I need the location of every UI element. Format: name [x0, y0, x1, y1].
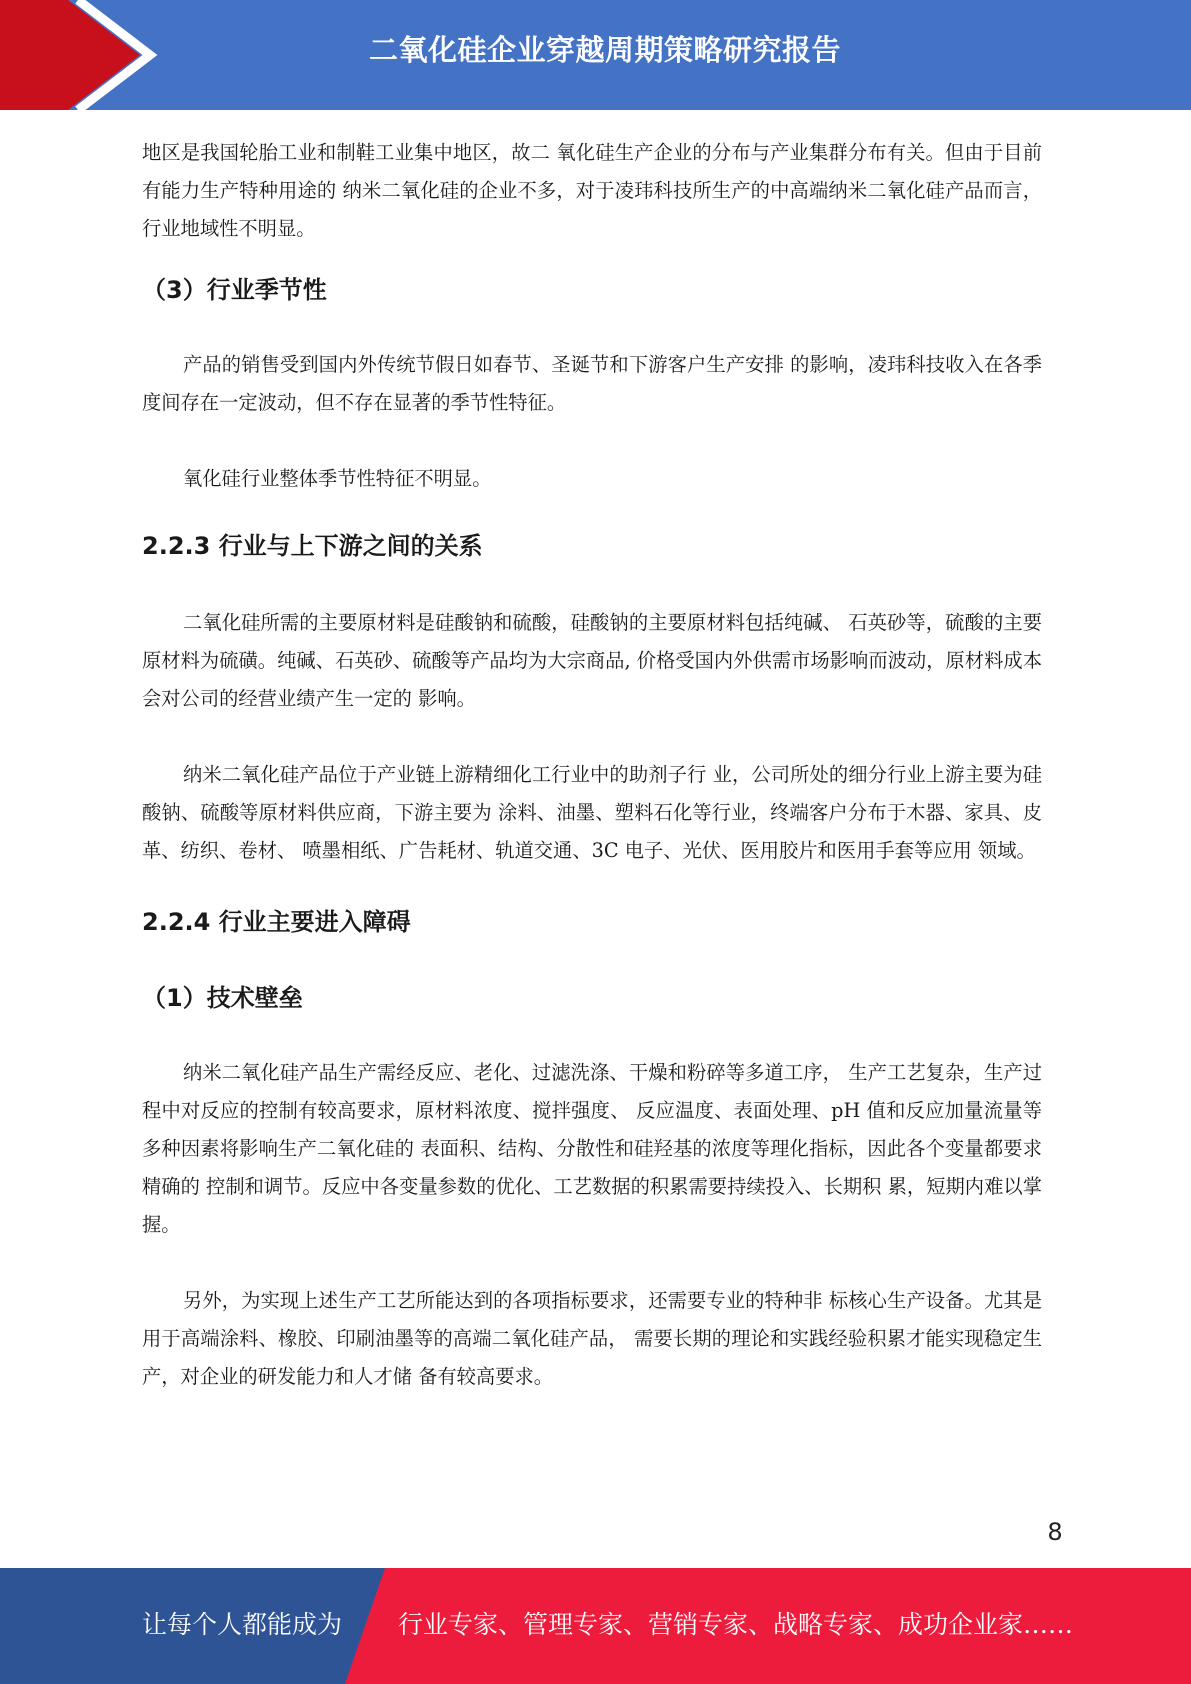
heading-2-2-4: 2.2.4 行业主要进入障碍	[142, 908, 411, 936]
footer-slogan-left: 让每个人都能成为	[142, 1610, 343, 1639]
paragraph-tech-barrier: 纳米二氧化硅产品生产需经反应、老化、过滤洗涤、干燥和粉碎等多道工序， 生产工艺复杂，生产过程中对反应的控制有较高要求，原材料浓度、搅拌强度、 反应温度、表面处理、pH 值和反应加量流量等多种因素将影响生产二氧化硅的 表面积、结构、分散性和硅羟基的浓度等理化指标，因此各个变量都要求精确的 控制和调节。反应中各变量参数的优化、工艺数据的积累需要持续投入、长期积 累，短期内难以掌握。	[142, 1061, 1042, 1236]
heading-tech-barrier: （1）技术壁垒	[142, 984, 303, 1012]
paragraph-regional-distribution: 地区是我国轮胎工业和制鞋工业集中地区，故二 氧化硅生产企业的分布与产业集群分布有关。但由于目前有能力生产特种用途的 纳米二氧化硅的企业不多，对于凌玮科技所生产的中高端纳米二氧化硅产品而言， 行业地域性不明显。	[142, 141, 1042, 240]
paragraph-sales-seasonality: 产品的销售受到国内外传统节假日如春节、圣诞节和下游客户生产安排 的影响，凌玮科技收入在各季度间存在一定波动，但不存在显著的季节性特征。	[142, 353, 1042, 414]
report-title: 二氧化硅企业穿越周期策略研究报告	[368, 33, 841, 67]
paragraph-industry-chain: 纳米二氧化硅产品位于产业链上游精细化工行业中的助剂子行 业，公司所处的细分行业上游主要为硅酸钠、硫酸等原材料供应商，下游主要为 涂料、油墨、塑料石化等行业，终端客户分布于木器、家具、皮革、纺织、卷材、 喷墨相纸、广告耗材、轨道交通、3C 电子、光伏、医用胶片和医用手套等应用 领域。	[142, 763, 1042, 862]
paragraph-raw-materials: 二氧化硅所需的主要原材料是硅酸钠和硫酸，硅酸钠的主要原材料包括纯碱、 石英砂等，硫酸的主要原材料为硫磺。纯碱、石英砂、硫酸等产品均为大宗商品, 价格受国内外供需市场影响而波动，原材料成本会对公司的经营业绩产生一定的 影响。	[142, 611, 1042, 710]
page-content	[142, 134, 1042, 1396]
paragraph-industry-seasonality: 氧化硅行业整体季节性特征不明显。	[183, 467, 492, 490]
heading-2-2-3: 2.2.3 行业与上下游之间的关系	[142, 532, 483, 560]
footer-slogan-right: 行业专家、管理专家、营销专家、战略专家、成功企业家……	[398, 1610, 1074, 1639]
page-header	[0, 0, 1191, 110]
page-footer	[0, 1568, 1191, 1684]
paragraph-equipment: 另外，为实现上述生产工艺所能达到的各项指标要求，还需要专业的特种非 标核心生产设备。尤其是用于高端涂料、橡胶、印刷油墨等的高端二氧化硅产品， 需要长期的理论和实践经验积累才能实现稳定生产，对企业的研发能力和人才储 备有较高要求。	[142, 1289, 1042, 1388]
heading-seasonality: （3）行业季节性	[142, 276, 327, 304]
page-number: 8	[1047, 1518, 1063, 1546]
